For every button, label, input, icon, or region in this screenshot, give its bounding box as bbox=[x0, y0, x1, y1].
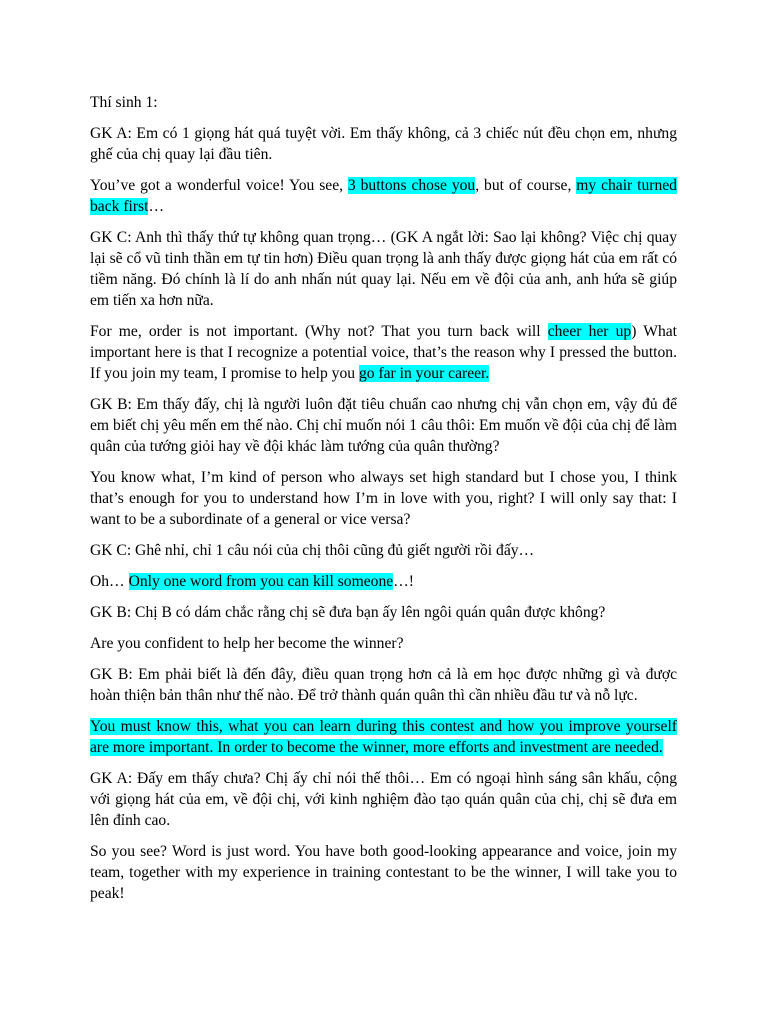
paragraph-judge-b-answer-en bbox=[90, 716, 677, 758]
highlighted-phrase: You must know this, what you can learn during this contest and how you improve yourself are more important. In order to become the winner, more efforts and investment are needed. bbox=[90, 718, 677, 756]
text-run: You’ve got a wonderful voice! You see, bbox=[90, 177, 348, 194]
text-run: Oh… bbox=[90, 573, 129, 590]
highlighted-phrase: 3 buttons chose you bbox=[347, 177, 476, 194]
highlighted-phrase: cheer her up bbox=[547, 323, 632, 340]
paragraph-judge-a-en bbox=[90, 175, 677, 217]
text-run: For me, order is not important. (Why not? That you turn back will bbox=[90, 323, 548, 340]
paragraph-judge-c-remark-en bbox=[90, 571, 677, 592]
highlighted-phrase: Only one word from you can kill someone bbox=[128, 573, 394, 590]
paragraph-judge-c-remark-vi: GK C: Ghê nhỉ, chỉ 1 câu nói của chị thôi cũng đủ giết người rồi đấy… bbox=[90, 542, 535, 559]
document-page bbox=[90, 92, 677, 914]
paragraph-judge-a-final-en: So you see? Word is just word. You have both good-looking appearance and voice, join my team, together with my experience in training contestant to be the winner, I will take you to peak! bbox=[90, 843, 677, 902]
text-run: …! bbox=[393, 573, 414, 590]
contestant-heading: Thí sinh 1: bbox=[90, 94, 158, 111]
paragraph-judge-a-final-vi: GK A: Đấy em thấy chưa? Chị ấy chỉ nói thế thôi… Em có ngoại hình sáng sân khấu, cộng với giọng hát của em, về đội chị, với kinh nghiệm đào tạo quán quân của chị, chị sẽ đưa em lên đỉnh cao. bbox=[90, 770, 677, 829]
paragraph-question-en: Are you confident to help her become the winner? bbox=[90, 635, 404, 652]
paragraph-judge-b-vi: GK B: Em thấy đấy, chị là người luôn đặt tiêu chuẩn cao nhưng chị vẫn chọn em, vậy đủ để em biết chị yêu mến em thế nào. Chị chỉ muốn nói 1 câu thôi: Em muốn về đội của chị để làm quân của tướng giỏi hay về đội khác làm tướng của quân thường? bbox=[90, 396, 677, 455]
paragraph-judge-c-en bbox=[90, 321, 677, 384]
highlighted-phrase: my chair turned back first bbox=[90, 177, 677, 215]
paragraph-judge-c-vi: GK C: Anh thì thấy thứ tự không quan trọng… (GK A ngắt lời: Sao lại không? Việc chị quay lại sẽ cổ vũ tinh thần em tự tin hơn) Điều quan trọng là anh thấy được giọng hát của em rất có tiềm năng. Đó chính là lí do anh nhấn nút quay lại. Nếu em về đội của anh, anh hứa sẽ giúp em tiến xa hơn nữa. bbox=[90, 229, 677, 309]
highlighted-phrase: go far in your career. bbox=[358, 365, 490, 382]
text-run: , but of course, bbox=[475, 177, 577, 194]
text-run: … bbox=[148, 198, 165, 215]
paragraph-judge-b-answer-vi: GK B: Em phải biết là đến đây, điều quan trọng hơn cả là em học được những gì và được hoàn thiện bản thân như thế nào. Để trở thành quán quân thì cần nhiều đầu tư và nỗ lực. bbox=[90, 666, 677, 704]
paragraph-judge-b-en: You know what, I’m kind of person who always set high standard but I chose you, I think that’s enough for you to understand how I’m in love with you, right? I will only say that: I want to be a subordinate of a general or vice versa? bbox=[90, 469, 677, 528]
paragraph-question-vi: GK B: Chị B có dám chắc rằng chị sẽ đưa bạn ấy lên ngôi quán quân được không? bbox=[90, 604, 606, 621]
paragraph-judge-a-vi: GK A: Em có 1 giọng hát quá tuyệt vời. Em thấy không, cả 3 chiếc nút đều chọn em, nhưng ghế của chị quay lại đầu tiên. bbox=[90, 125, 677, 163]
text-run: ) What important here is that I recognize a potential voice, that’s the reason why I pressed the button. If you join my team, I promise to help you bbox=[90, 323, 677, 382]
